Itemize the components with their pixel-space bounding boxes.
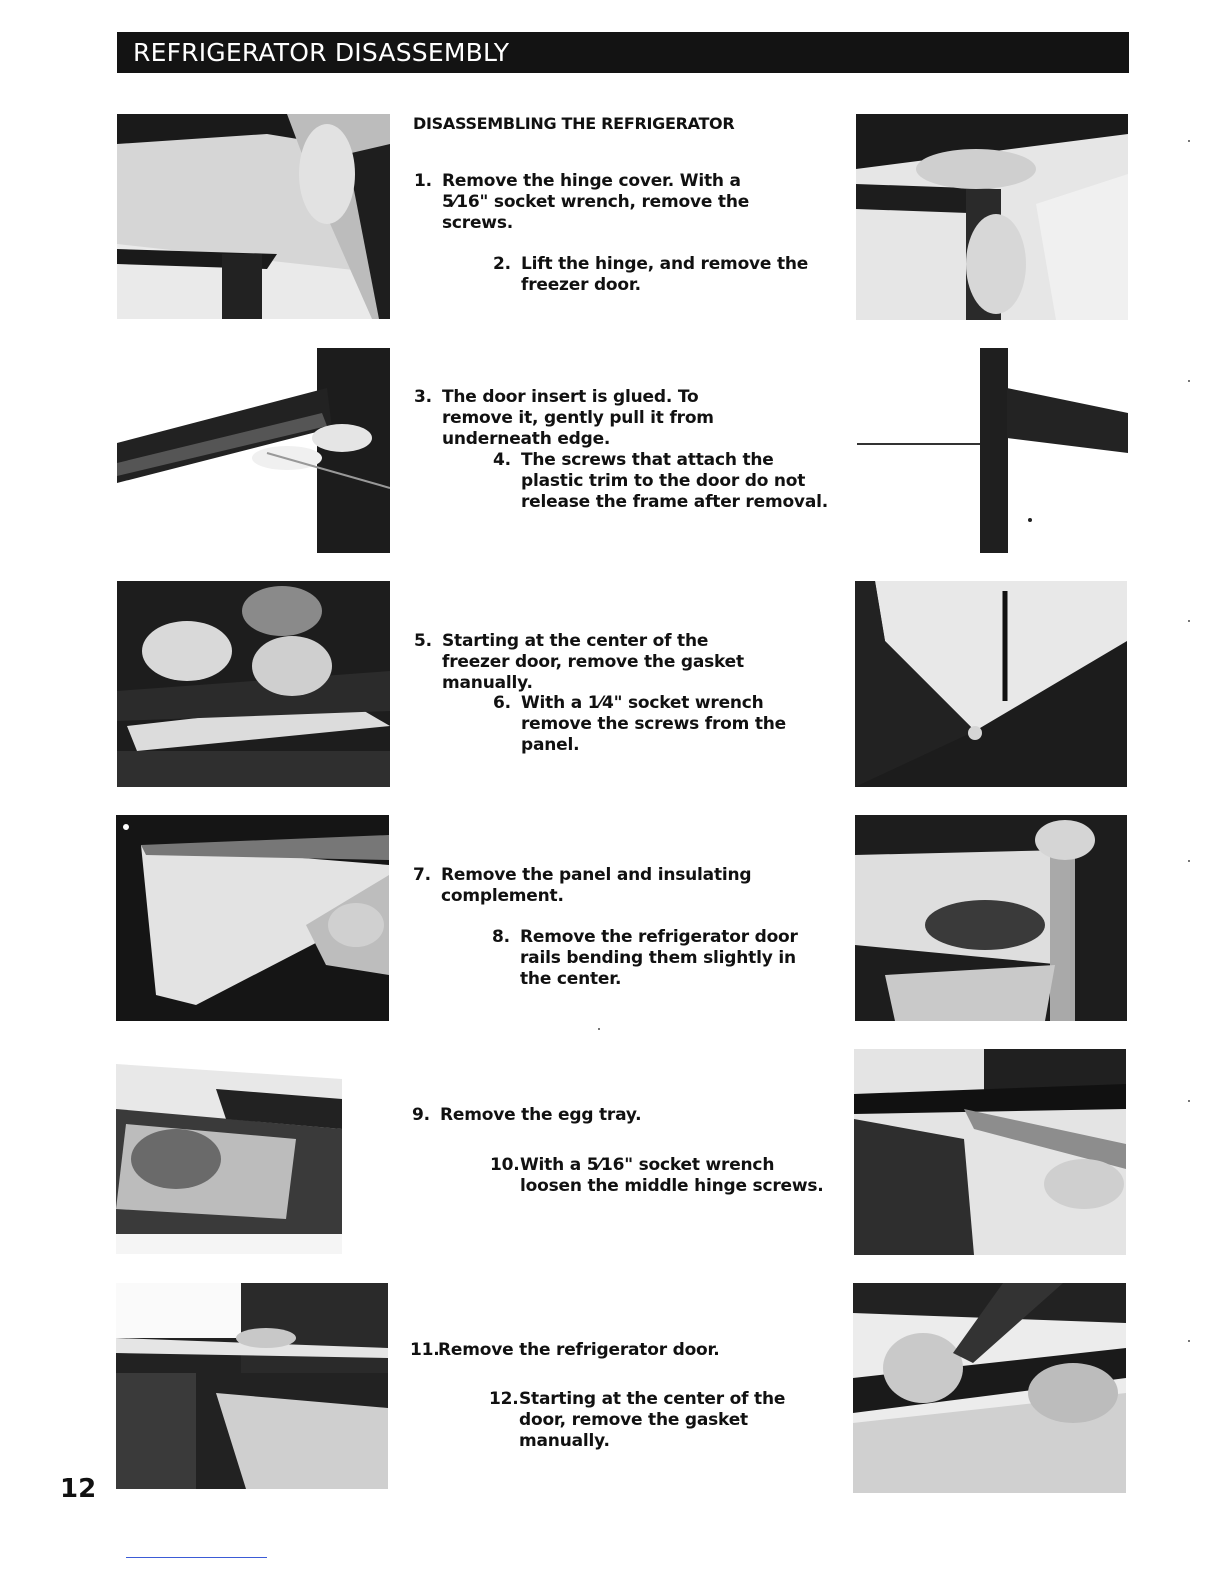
step-text: Starting at the center of the freezer door, remove the gasket manually.: [442, 631, 744, 693]
step-number: 5.: [414, 631, 432, 651]
scan-speck: [1188, 1100, 1190, 1102]
photo-refrigerator-door-gasket: [853, 1283, 1126, 1493]
photo-freezer-gasket: [117, 581, 390, 787]
step-text: Remove the hinge cover. With a 5⁄16" socket wrench, remove the screws.: [442, 171, 750, 233]
section-title: DISASSEMBLING THE REFRIGERATOR: [413, 114, 735, 133]
page-header-bar: [117, 32, 1129, 73]
photo-door-rails: [855, 815, 1127, 1021]
photo-hinge-cover: [117, 114, 390, 319]
step-1: [414, 171, 754, 234]
step-text: Lift the hinge, and remove the freezer door.: [521, 254, 809, 295]
step-text: Remove the refrigerator door.: [438, 1340, 720, 1360]
page-number: 12: [60, 1474, 97, 1504]
step-text: The screws that attach the plastic trim to the door do not release the frame after removal.: [521, 450, 828, 512]
step-6: [493, 693, 833, 756]
step-10: [490, 1155, 835, 1197]
step-3: [414, 387, 764, 450]
photo-middle-hinge: [854, 1049, 1126, 1255]
step-11: [410, 1340, 755, 1361]
step-number: 7.: [413, 865, 431, 885]
step-text: With a 5⁄16" socket wrench loosen the middle hinge screws.: [520, 1155, 824, 1196]
step-number: 1.: [414, 171, 432, 191]
photo-panel-removal: [116, 815, 389, 1021]
step-2: [493, 254, 833, 296]
step-number: 10.: [490, 1155, 520, 1175]
step-number: 8.: [492, 927, 510, 947]
photo-door-insert: [117, 348, 390, 553]
scan-speck: [1188, 860, 1190, 862]
step-text: The door insert is glued. To remove it, gently pull it from underneath edge.: [442, 387, 714, 449]
step-number: 12.: [489, 1389, 519, 1409]
photo-refrigerator-door: [116, 1283, 388, 1489]
scan-speck: [1188, 380, 1190, 382]
scan-speck: [1188, 620, 1190, 622]
step-number: 11.: [410, 1340, 440, 1360]
step-8: [492, 927, 832, 990]
footer-line: [126, 1557, 267, 1558]
step-5: [414, 631, 764, 694]
step-text: With a 1⁄4" socket wrench remove the screws from the panel.: [521, 693, 787, 755]
page-title: REFRIGERATOR DISASSEMBLY: [133, 38, 510, 67]
step-number: 3.: [414, 387, 432, 407]
step-number: 4.: [493, 450, 511, 470]
step-number: 6.: [493, 693, 511, 713]
step-12: [489, 1389, 834, 1452]
scan-speck: [1188, 1340, 1190, 1342]
step-text: Remove the refrigerator door rails bending them slightly in the center.: [520, 927, 798, 989]
step-text: Starting at the center of the door, remove the gasket manually.: [519, 1389, 786, 1451]
step-number: 2.: [493, 254, 511, 274]
scan-speck: [1188, 140, 1190, 142]
step-text: Remove the egg tray.: [440, 1105, 642, 1125]
step-4: [493, 450, 833, 513]
step-text: Remove the panel and insulating complement.: [441, 865, 752, 906]
photo-plastic-trim: [857, 348, 1128, 553]
photo-egg-tray: [116, 1049, 342, 1254]
step-number: 9.: [412, 1105, 430, 1125]
photo-freezer-door-hinge: [856, 114, 1128, 320]
scan-speck: [598, 1028, 600, 1030]
step-9: [412, 1105, 757, 1126]
photo-panel-screws: [855, 581, 1127, 787]
step-7: [413, 865, 758, 907]
